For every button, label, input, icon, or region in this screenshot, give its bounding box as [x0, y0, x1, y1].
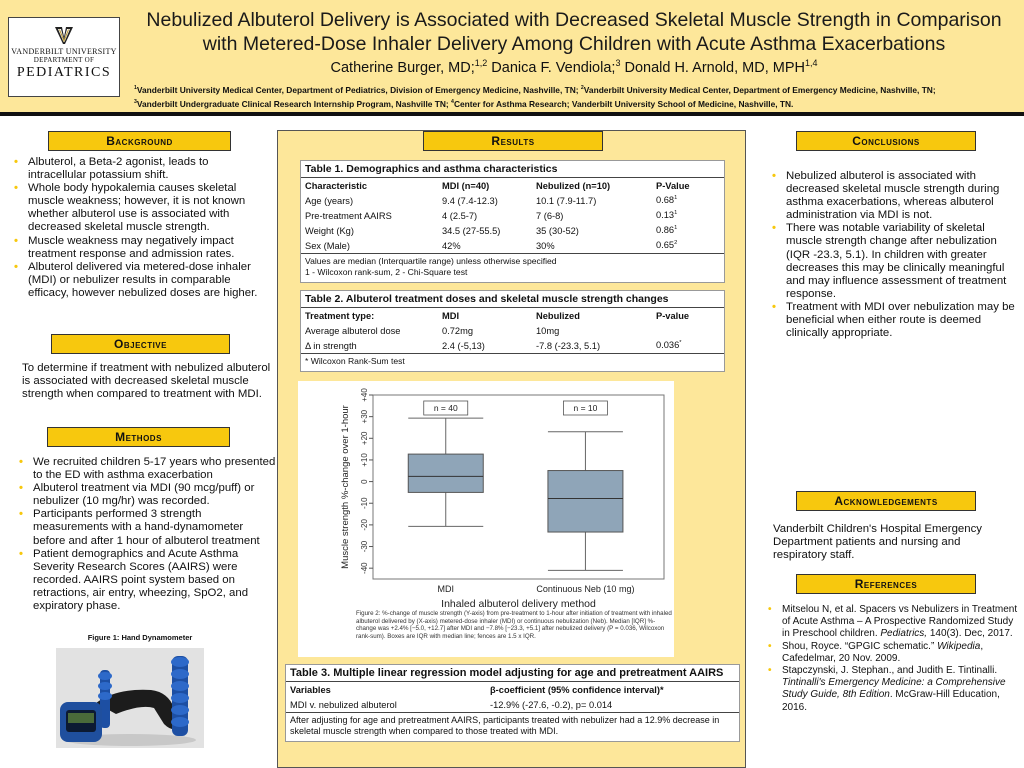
list-item: • Albuterol, a Beta-2 agonist, leads to intracellular potassium shift. [10, 156, 268, 182]
table-cell: Average albuterol dose [305, 325, 401, 336]
table-row [286, 697, 739, 712]
author-1: Catherine Burger, MD; [330, 59, 475, 76]
affil-2-num: 2 [580, 85, 584, 91]
table-cell: 9.4 (7.4-12.3) [442, 195, 498, 206]
table-row [301, 208, 724, 223]
vanderbilt-pediatrics-logo [8, 17, 120, 97]
table1-col-neb: Nebulized (n=10) [536, 180, 611, 191]
acknowledgements-text: Vanderbilt Children's Hospital Emergency Department patients and nursing and respiratory staff. [773, 523, 982, 562]
table-cell: Δ in strength [305, 340, 357, 351]
list-item: • Muscle weakness may negatively impact treatment response and admission rates. [10, 235, 268, 261]
table-cell: 34.5 (27-55.5) [442, 225, 501, 236]
affil-3-num: 3 [134, 98, 137, 105]
author-1-affil: 1,2 [474, 58, 488, 68]
table-cell: 2.4 (-5,13) [442, 340, 485, 351]
title-line2: with Metered-Dose Inhaler Delivery Among Children with Acute Asthma Exacerbations [202, 33, 946, 55]
logo-line2: DEPARTMENT OF [33, 56, 95, 64]
list-item: • Albuterol delivered via metered-dose inhaler (MDI) or nebulizer results in comparable efficacy, however nebulized doses are higher. [10, 261, 268, 300]
table-row [301, 238, 724, 253]
list-item [764, 604, 1021, 641]
table1-col-mdi: MDI (n=40) [442, 180, 490, 191]
table3-caption: Table 3. Multiple linear regression model adjusting for age and pretreatment AAIRS [286, 665, 739, 682]
logo-line1: VANDERBILT UNIVERSITY [11, 47, 117, 56]
pvalue: 0.036 [656, 340, 680, 351]
reference-text: , Cafedelmar, 20 Nov. 2009. [782, 640, 984, 664]
figure1-caption: Figure 1: Hand Dynamometer [87, 633, 193, 642]
logo-line3: PEDIATRICS [16, 65, 112, 80]
iqr-box [408, 454, 483, 492]
list-item: • Treatment with MDI over nebulization may be beneficial when either route is deemed clinically appropriate. [768, 301, 1020, 340]
table-cell: -12.9% (-27.6, -0.2), p= 0.014 [490, 699, 613, 710]
table-cell: 10mg [536, 325, 560, 336]
list-item: • We recruited children 5-17 years who presented to the ED with asthma exacerbation [15, 456, 277, 482]
reference-text: . McGraw-Hill Education, 2016. [782, 689, 1000, 713]
table-cell: 30% [536, 240, 555, 251]
reference-text: Shou, Royce. “GPGIC schematic.” [782, 640, 938, 652]
table2-col-mdi: MDI [442, 310, 460, 321]
reference-text: Mitselou N, et al. Spacers vs Nebulizers in Treatment of Acute Asthma – A Prospective Randomized Study in Preschool children. [782, 604, 1018, 640]
affil-3: Vanderbilt Undergraduate Clinical Research Internship Program, Nashville TN; [136, 98, 449, 109]
y-tick-label: +30 [360, 409, 370, 424]
table-row [301, 223, 724, 238]
pvalue-test-marker: 2 [674, 240, 678, 247]
x-axis-label: Inhaled albuterol delivery method [441, 598, 596, 610]
poster-header [0, 0, 1024, 116]
table2-caption: Table 2. Albuterol treatment doses and skeletal muscle strength changes [301, 291, 724, 308]
table-cell: Sex (Male) [305, 240, 350, 251]
methods-heading: Methods [47, 427, 230, 447]
pvalue-test-marker: 1 [674, 225, 678, 232]
table1-caption: Table 1. Demographics and asthma characteristics [301, 161, 724, 178]
affil-4-num: 4 [451, 98, 454, 105]
conclusions-heading: Conclusions [796, 131, 976, 151]
affiliations [134, 82, 1014, 110]
y-tick-label: +40 [360, 388, 370, 402]
table-row [301, 193, 724, 208]
list-item [764, 665, 1021, 714]
objective-text: To determine if treatment with nebulized albuterol is associated with decreased skeletal muscle strength when compared to treatment with MDI. [22, 362, 271, 401]
pvalue-test-marker: 1 [674, 195, 678, 202]
table1-note-2: 1 - Wilcoxon rank-sum, 2 - Chi-Square test [305, 267, 468, 277]
reference-text: 140(3). Dec, 2017. [927, 628, 1013, 640]
table-cell: -7.8 (-23.3, 5.1) [536, 340, 601, 351]
author-3-affil: 1,4 [804, 58, 818, 68]
y-tick-label: -30 [360, 540, 370, 553]
hand-dynamometer-photo [56, 648, 204, 748]
n-label: n = 10 [573, 403, 598, 413]
results-heading: Results [423, 131, 603, 151]
x-tick-label: Continuous Neb (10 mg) [536, 584, 635, 594]
table-cell: 7 (6-8) [536, 210, 564, 221]
list-item: • Nebulized albuterol is associated with decreased skeletal muscle strength during asthma exacerbations, whereas albuterol administration via MDI is not. [768, 170, 1020, 222]
table1-note-1: Values are median (Interquartile range) unless otherwise specified [305, 256, 557, 266]
y-tick-label: -10 [360, 497, 370, 510]
table2-col-treatment: Treatment type: [305, 310, 375, 321]
list-item: • Participants performed 3 strength measurements with a hand-dynamometer before and after 1 hour of albuterol treatment [15, 508, 277, 547]
table-cell: Pre-treatment AAIRS [305, 210, 392, 221]
pvalue-test-marker: * [679, 340, 682, 347]
table-cell [652, 323, 724, 338]
table3 [285, 664, 740, 742]
table3-col-beta: β-coefficient (95% confidence interval)* [490, 684, 664, 695]
pvalue-test-marker: 1 [674, 210, 678, 217]
reference-journal: Pediatrics, [880, 628, 928, 640]
iqr-box [548, 471, 623, 532]
table-cell [652, 338, 724, 353]
author-3: Donald H. Arnold, MD, MPH [624, 59, 805, 76]
reference-journal: Tintinalli's Emergency Medicine: a Comprehensive Study Guide, 8th Edition [782, 677, 1006, 701]
author-2: Danica F. Vendiola; [491, 59, 616, 76]
y-tick-label: -40 [360, 562, 370, 574]
list-item: • Albuterol treatment via MDI (90 mcg/puff) or nebulizer (10 mg/hr) was recorded. [15, 482, 277, 508]
y-axis-label: Muscle strength %-change over 1-hour [340, 405, 351, 569]
author-2-affil: 3 [615, 58, 621, 68]
table-cell [652, 208, 724, 223]
title-line1: Nebulized Albuterol Delivery is Associated with Decreased Skeletal Muscle Strength in Comparison [146, 9, 1002, 31]
pvalue: 0.65 [656, 240, 675, 251]
table-header-row [286, 682, 739, 697]
table1-col-pvalue: P-Value [656, 180, 690, 191]
reference-text: Stapczynski, J. Stephan., and Judith E. Tintinalli. [782, 665, 998, 677]
methods-list [15, 456, 277, 613]
reference-journal: Wikipedia [937, 640, 981, 652]
table-header-row [301, 308, 724, 323]
author-list [128, 58, 1020, 76]
background-list [10, 156, 268, 300]
list-item: • Patient demographics and Acute Asthma Severity Research Scores (AAIRS) were recorded. AAIRS point system based on retractions, air entry, wheezing, SpO2, and expiratory phase. [15, 548, 277, 613]
acknowledgements-heading: Acknowledgements [796, 491, 976, 511]
y-tick-label: 0 [360, 479, 370, 484]
table-row [301, 338, 724, 353]
affil-1-num: 1 [134, 85, 137, 91]
table2-col-pvalue: P-value [656, 310, 690, 321]
x-tick-label: MDI [437, 584, 454, 594]
table1-col-characteristic: Characteristic [305, 180, 368, 191]
table3-grid [286, 682, 739, 712]
table-cell: 4 (2.5-7) [442, 210, 478, 221]
table-cell: Weight (Kg) [305, 225, 354, 236]
table-cell: Age (years) [305, 195, 354, 206]
pvalue: 0.13 [656, 210, 675, 221]
y-tick-label: +20 [360, 431, 370, 446]
table3-col-variables: Variables [290, 684, 331, 695]
affil-4: Center for Asthma Research; Vanderbilt University School of Medicine, Nashville, TN. [453, 98, 794, 109]
y-tick-label: +10 [360, 453, 370, 467]
list-item: • There was notable variability of skeletal muscle strength change after nebulization (IQR -23.3, 5.1). In children with greater decreases this may be clinically meaningful and may influence assessment of treatment response. [768, 222, 1020, 301]
table2-grid [301, 308, 724, 353]
affil-2: Vanderbilt University Medical Center, Department of Emergency Medicine, Nashville, TN; [583, 84, 936, 95]
table1 [300, 160, 725, 283]
table-row [301, 323, 724, 338]
hand-dynamometer-icon [56, 648, 204, 748]
poster-title [128, 8, 1020, 56]
table2 [300, 290, 725, 372]
table-cell: 0.72mg [442, 325, 474, 336]
vanderbilt-v-logo-icon [53, 24, 75, 46]
conclusions-list [768, 170, 1020, 340]
references-heading: References [796, 574, 976, 594]
table-header-row [301, 178, 724, 193]
background-heading: Background [48, 131, 231, 151]
table1-grid [301, 178, 724, 253]
list-item [764, 641, 1021, 665]
figure2-caption: Figure 2: %-change of muscle strength (Y-axis) from pre-treatment to 1-hour after initiation of treatment with inhaled albuterol delivered by (X-axis) metered-dose inhaler (MDI) or continuous nebulization (Neb). Median [IQR] %-change was +2.4% [−5.0, +12.7] after MDI and −7.8% [−23.3, +5.1] after nebulized delivery (P = 0.036, Wilcoxon rank-sum). Boxes are IQR with median line; fences are 1.5 x IQR. [356, 610, 672, 640]
pvalue: 0.86 [656, 225, 675, 236]
y-tick-label: -20 [360, 519, 370, 531]
references-list [764, 604, 1021, 714]
table2-col-neb: Nebulized [536, 310, 580, 321]
table1-footnote [301, 253, 724, 280]
table-cell: MDI v. nebulized albuterol [290, 699, 397, 710]
affil-1: Vanderbilt University Medical Center, Department of Pediatrics, Division of Emergency Medicine, Nashville, TN; [136, 84, 579, 95]
table-cell [652, 193, 724, 208]
table3-footnote: After adjusting for age and pretreatment AAIRS, participants treated with nebulizer had a 12.9% decrease in skeletal muscle strength when compared to those treated with MDI. [286, 712, 739, 739]
list-item: • Whole body hypokalemia causes skeletal muscle weakness; however, it is not known whether albuterol use is associated with decreased skeletal muscle strength. [10, 182, 268, 234]
table-cell: 42% [442, 240, 461, 251]
pvalue: 0.68 [656, 195, 675, 206]
table-cell: 10.1 (7.9-11.7) [536, 195, 597, 206]
n-label: n = 40 [433, 403, 458, 413]
table2-footnote: * Wilcoxon Rank-Sum test [301, 353, 724, 369]
table-cell [652, 223, 724, 238]
table-cell: 35 (30-52) [536, 225, 579, 236]
objective-heading: Objective [51, 334, 230, 354]
table-cell [652, 238, 724, 253]
